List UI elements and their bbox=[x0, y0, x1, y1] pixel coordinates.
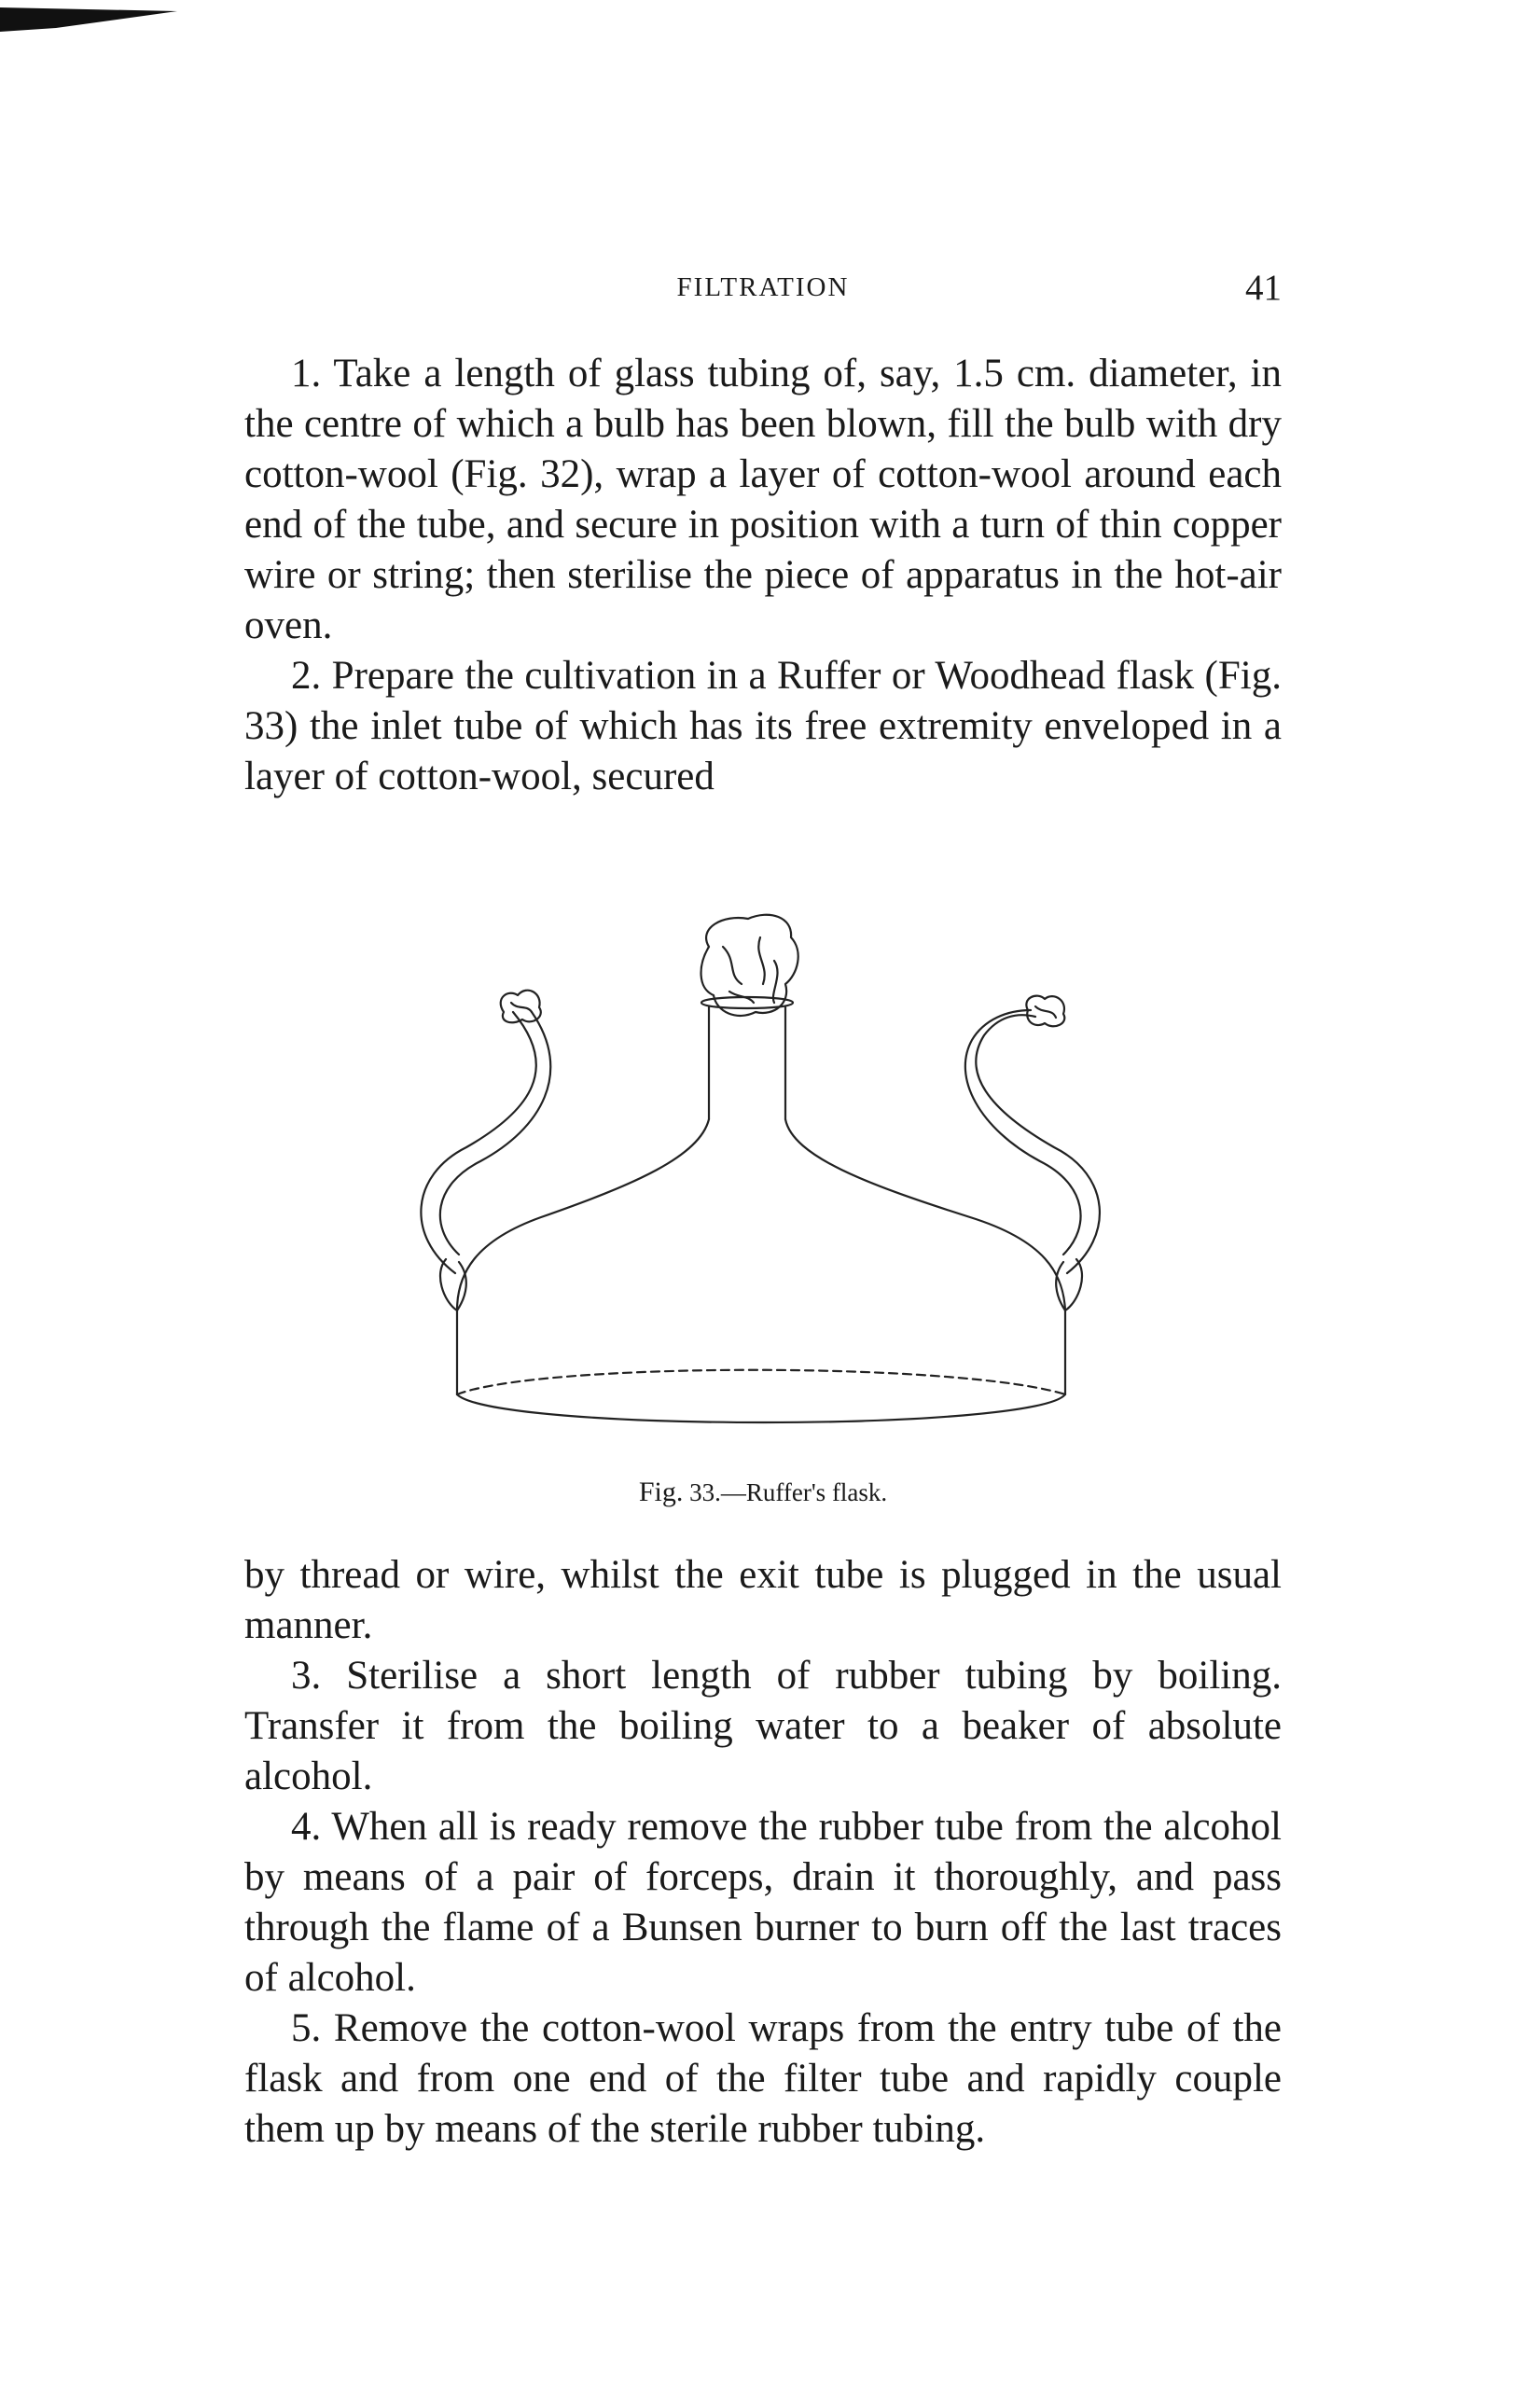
neck-cotton-plug bbox=[701, 915, 798, 1016]
paragraph-step-2: 2. Prepare the cultivation in a Ruffer or Woodhead flask (Fig. 33) the inlet tube of which has its free extremity enveloped in a layer of cotton-wool, secured bbox=[244, 654, 1282, 798]
flask-base bbox=[457, 1394, 1065, 1422]
figure-caption-text: 33.—Ruffer's flask. bbox=[683, 1478, 888, 1506]
text-block-bottom bbox=[244, 1550, 1282, 2155]
page-number: 41 bbox=[1245, 268, 1282, 308]
flask-left-shoulder bbox=[457, 1119, 709, 1310]
scan-edge-mark bbox=[0, 0, 177, 37]
flask-base-back-edge bbox=[457, 1370, 1065, 1394]
left-side-tube-outer bbox=[421, 1012, 535, 1273]
paragraph-step-3: 3. Sterilise a short length of rubber tubing by boiling. Transfer it from the boiling water to a beaker of absolute alcohol. bbox=[244, 1654, 1282, 1798]
left-tube-joint bbox=[440, 1259, 466, 1310]
right-side-tube-inner bbox=[965, 1010, 1081, 1255]
figure-label: Fig. bbox=[638, 1477, 684, 1507]
figure-caption bbox=[244, 1477, 1282, 1508]
text-block-top bbox=[244, 349, 1282, 802]
running-title: FILTRATION bbox=[676, 272, 850, 302]
paragraph-step-5: 5. Remove the cotton-wool wraps from the entry tube of the flask and from one end of the filter tube and rapidly couple them up by means of the sterile rubber tubing. bbox=[244, 2006, 1282, 2151]
page-header bbox=[244, 268, 1282, 310]
right-plug-texture bbox=[1035, 1006, 1056, 1018]
flask-right-shoulder bbox=[785, 1119, 1065, 1310]
paragraph-continuation: by thread or wire, whilst the exit tube is plugged in the usual manner. bbox=[244, 1553, 1282, 1647]
paragraph-step-1: 1. Take a length of glass tubing of, say, 1.5 cm. diameter, in the centre of which a bulb has been blown, fill the bulb with dry cotton-wool (Fig. 32), wrap a layer of cotton-wool around each end of the tube, and secure in position with a turn of thin copper wire or string; then sterilise the piece of apparatus in the hot-air oven. bbox=[244, 352, 1282, 647]
ruffers-flask-figure bbox=[401, 909, 1119, 1469]
neck-cotton-texture bbox=[723, 937, 778, 1003]
right-side-tube-outer bbox=[976, 1015, 1100, 1273]
left-plug-texture bbox=[511, 1003, 532, 1012]
flask-illustration bbox=[401, 909, 1119, 1469]
paragraph-step-4: 4. When all is ready remove the rubber tube from the alcohol by means of a pair of forceps, drain it thoroughly, and pass through the flame of a Bunsen burner to burn off the last traces of alcohol. bbox=[244, 1805, 1282, 2000]
